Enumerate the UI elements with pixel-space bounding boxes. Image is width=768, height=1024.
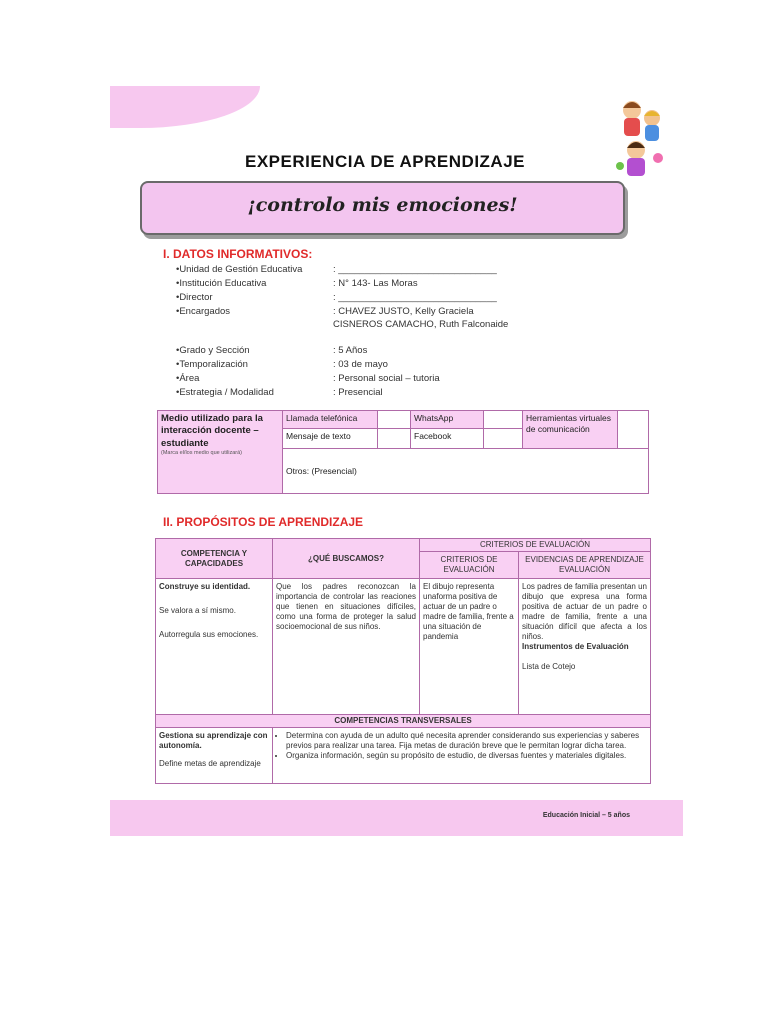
section-datos-heading: I. DATOS INFORMATIVOS: xyxy=(163,247,313,261)
info-value: : N° 143- Las Moras xyxy=(333,278,418,289)
medio-table xyxy=(157,410,649,494)
footer-text: Educación Inicial – 5 años xyxy=(542,812,630,819)
propositos-table xyxy=(155,538,651,784)
info-label: •Institución Educativa xyxy=(176,278,267,289)
header-competencia: COMPETENCIA Y CAPACIDADES xyxy=(156,539,273,579)
subtitle-text: ¡controlo mis emociones! xyxy=(247,194,518,216)
option-whatsapp: WhatsApp xyxy=(411,411,484,429)
capacidad-1: Se valora a sí mismo. xyxy=(159,606,236,615)
transversal-bullet-2: • Organiza información, según su propósito de estudio, de diversas fuentes y materiales digitales. xyxy=(286,751,647,761)
transversal-capacidad: Define metas de aprendizaje xyxy=(159,759,261,768)
medio-label: Medio utilizado para la interacción docente – estudiante xyxy=(161,413,263,449)
transversal-competencia: Gestiona su aprendizaje con autonomía. xyxy=(159,731,268,750)
header-criterios-evaluacion: CRITERIOS DE EVALUACIÓN xyxy=(420,552,519,579)
checkbox-herramientas[interactable] xyxy=(618,411,649,449)
info-label: •Director xyxy=(176,292,213,303)
header-que-buscamos: ¿QUÉ BUSCAMOS? xyxy=(273,539,420,579)
transversal-desempenos xyxy=(273,728,651,784)
info-label: •Grado y Sección xyxy=(176,345,250,356)
checkbox-whatsapp[interactable] xyxy=(484,411,523,429)
document-title: EXPERIENCIA DE APRENDIZAJE xyxy=(244,152,525,171)
instrumento-value: Lista de Cotejo xyxy=(522,662,576,671)
option-telefono: Llamada telefónica xyxy=(283,411,378,429)
info-value: : ______________________________ xyxy=(333,264,497,275)
capacidad-2: Autorregula sus emociones. xyxy=(159,630,259,639)
checkbox-mensaje[interactable] xyxy=(378,429,411,449)
info-value: CISNEROS CAMACHO, Ruth Falconaide xyxy=(333,319,509,330)
header-criterios: CRITERIOS DE EVALUACIÓN xyxy=(420,539,651,552)
info-label: •Estrategia / Modalidad xyxy=(176,387,274,398)
checkbox-facebook[interactable] xyxy=(484,429,523,449)
header-evidencias: EVIDENCIAS DE APRENDIZAJE EVALUACIÓN xyxy=(519,552,651,579)
competencia-cell xyxy=(156,579,273,715)
medio-note: (Marca el/los medio que utilizará) xyxy=(161,450,243,457)
evidencias-cell xyxy=(519,579,651,715)
checkbox-telefono[interactable] xyxy=(378,411,411,429)
transversal-bullet-1: • Determina con ayuda de un adulto qué necesita aprender considerando sus experiencias y saberes previos para realizar una tarea. Fija metas de duración breve que le permitan lograr dicha tarea. xyxy=(286,731,647,751)
option-herramientas: Herramientas virtuales de comunicación xyxy=(523,411,618,449)
competencia-name: Construye su identidad. xyxy=(159,582,251,591)
info-label: •Área xyxy=(176,373,200,384)
info-label: •Encargados xyxy=(176,306,231,317)
info-value: : 03 de mayo xyxy=(333,359,388,370)
transversal-competencia-cell xyxy=(156,728,273,784)
info-label: •Temporalización xyxy=(176,359,248,370)
option-otros: Otros: (Presencial) xyxy=(283,449,649,494)
option-facebook: Facebook xyxy=(411,429,484,449)
criterio-text: El dibujo representa unaforma positiva de actuar de un padre o madre de familia, frente a una situación de pandemia xyxy=(420,579,519,715)
header-transversales: COMPETENCIAS TRANSVERSALES xyxy=(156,715,651,728)
info-value: : 5 Años xyxy=(333,345,368,356)
option-mensaje: Mensaje de texto xyxy=(283,429,378,449)
info-value: : Personal social – tutoria xyxy=(333,373,440,384)
children-illustration xyxy=(612,96,670,184)
info-value: : Presencial xyxy=(333,387,383,398)
info-value: : ______________________________ xyxy=(333,292,497,303)
section-propositos-heading: II. PROPÓSITOS DE APRENDIZAJE xyxy=(163,515,364,529)
medio-label-cell xyxy=(158,411,283,494)
info-value: : CHAVEZ JUSTO, Kelly Graciela xyxy=(333,306,474,317)
info-label: •Unidad de Gestión Educativa xyxy=(176,264,303,275)
evidencia-text: Los padres de familia presentan un dibujo que expresa una forma positiva de actuar de un padre o madre de familia, frente a una situación difícil que afecta a los niños. xyxy=(522,582,647,641)
instrumentos-label: Instrumentos de Evaluación xyxy=(522,642,629,651)
que-buscamos-text: Que los padres reconozcan la importancia de controlar las reaciones que tienen en situaciones difíciles, como una forma de proteger la salud socioemocional de sus niños. xyxy=(273,579,420,715)
